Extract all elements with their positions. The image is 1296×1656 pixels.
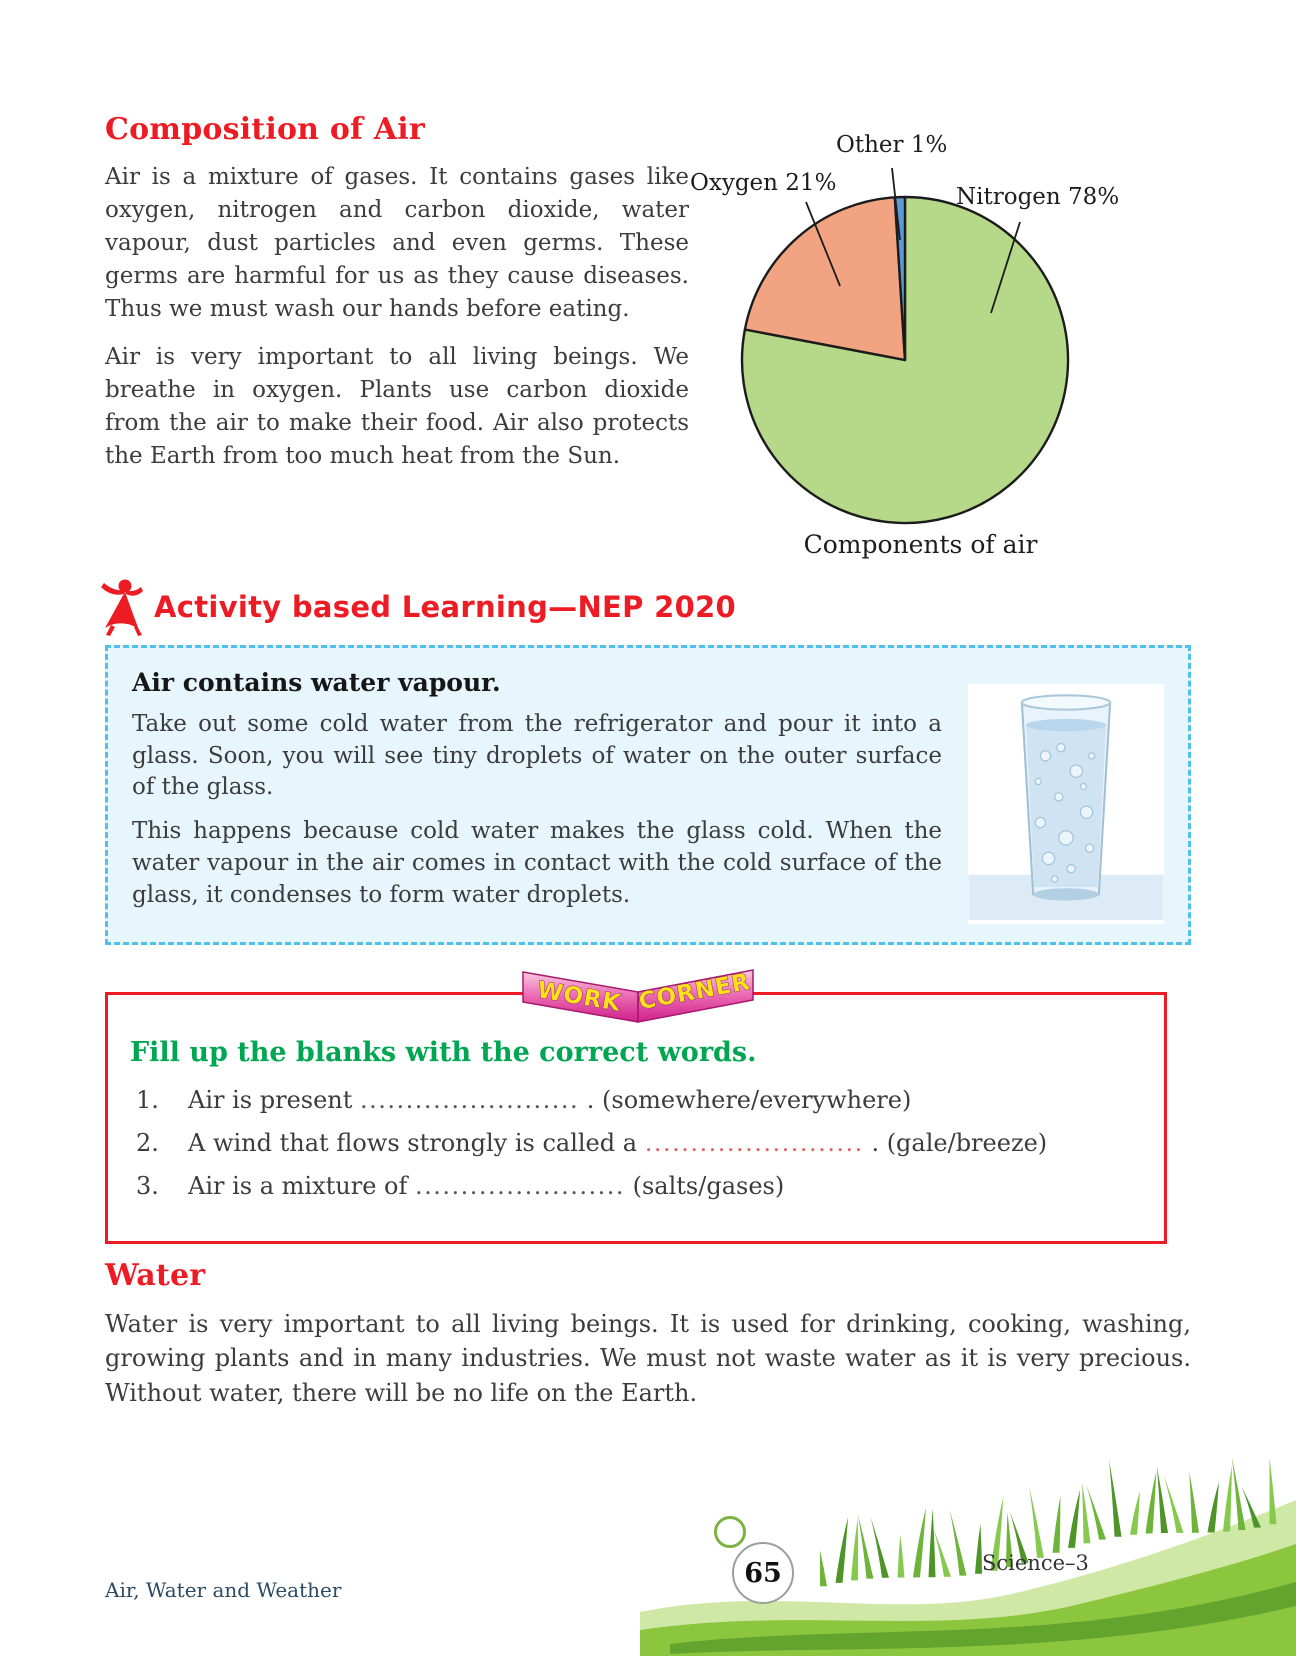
- work-corner-box: [105, 992, 1167, 1244]
- item-text: A wind that flows strongly is called a ........................ . (gale/breeze): [188, 1129, 1048, 1157]
- blank-line: ........................: [360, 1086, 580, 1114]
- air-paragraph-1: Air is a mixture of gases. It contains gases like oxygen, nitrogen and carbon dioxide, water vapour, dust particles and even germs. These germs are harmful for us as they cause diseases. Thus we must wash our hands before eating.: [105, 164, 689, 322]
- fill-blanks-heading: Fill up the blanks with the correct words.: [130, 1037, 757, 1068]
- dancing-figure-icon: [98, 578, 144, 636]
- page-number-badge: 65: [732, 1542, 794, 1604]
- activity-text: [132, 666, 942, 924]
- pie-label-other: [836, 132, 947, 158]
- fill-blank-item-1: [136, 1086, 1164, 1114]
- air-paragraph-2: Air is very important to all living beings. We breathe in oxygen. Plants use carbon dioxide from the air to make their food. Air also protects the Earth from too much heat from the Sun.: [105, 344, 689, 469]
- glass-of-water-image: [968, 684, 1164, 924]
- fill-blank-item-2: [136, 1129, 1164, 1157]
- item-text: Air is present ........................ . (somewhere/everywhere): [188, 1086, 912, 1114]
- pie-slices-group: [742, 197, 1068, 523]
- activity-heading-row: [98, 578, 736, 636]
- activity-box: [105, 645, 1191, 945]
- work-corner-ribbon-svg: [520, 960, 756, 1024]
- activity-paragraph-1: Take out some cold water from the refrigerator and pour it into a glass. Soon, you will see tiny droplets of water on the outer surface of the glass.: [132, 711, 942, 801]
- water-paragraph: Water is very important to all living beings. It is used for drinking, cooking, washing, growing plants and in many industries. We must not waste water as it is very precious. Without water, there will be no life on the Earth.: [105, 1310, 1191, 1407]
- pie-label-nitrogen-text: Nitrogen: [956, 184, 1061, 210]
- item-number: 1.: [136, 1086, 159, 1114]
- glass-of-water-svg: [968, 684, 1164, 920]
- pie-caption: Components of air: [803, 530, 1038, 559]
- activity-paragraph-2: This happens because cold water makes the glass cold. When the water vapour in the air comes in contact with the cold surface of the glass, it condenses to form water droplets.: [132, 818, 942, 908]
- item-number: 2.: [136, 1129, 159, 1157]
- decorative-ring: [714, 1516, 746, 1548]
- pie-chart: [688, 128, 1153, 578]
- activity-heading: Activity based Learning—NEP 2020: [154, 590, 737, 624]
- activity-box-title: Air contains water vapour.: [132, 668, 501, 697]
- water-section: [105, 1258, 1191, 1410]
- section-title-water: Water: [105, 1258, 206, 1293]
- pie-label-other-value: 1%: [910, 132, 948, 158]
- item-number: 3.: [136, 1172, 159, 1200]
- item-text: Air is a mixture of ....................... (salts/gases): [188, 1172, 785, 1200]
- footer-book-title: Science–3: [982, 1551, 1089, 1575]
- blank-line: ........................: [644, 1129, 864, 1157]
- pie-label-other-text: Other: [836, 132, 904, 158]
- pie-label-nitrogen: [956, 184, 1119, 210]
- pie-label-oxygen-text: Oxygen: [690, 170, 778, 196]
- pie-label-oxygen: [690, 170, 836, 196]
- pie-label-oxygen-value: 21%: [785, 170, 837, 196]
- banner-word-work: WORK: [535, 977, 623, 1017]
- banner-word-corner: CORNER: [636, 969, 753, 1016]
- section-title-composition-of-air: Composition of Air: [105, 112, 425, 147]
- pie-label-nitrogen-value: 78%: [1068, 184, 1120, 210]
- blank-line: .......................: [415, 1172, 625, 1200]
- work-corner-banner: [520, 960, 756, 1028]
- footer-chapter-title: Air, Water and Weather: [105, 1578, 342, 1602]
- air-section: [105, 112, 689, 489]
- fill-blank-item-3: [136, 1172, 1164, 1200]
